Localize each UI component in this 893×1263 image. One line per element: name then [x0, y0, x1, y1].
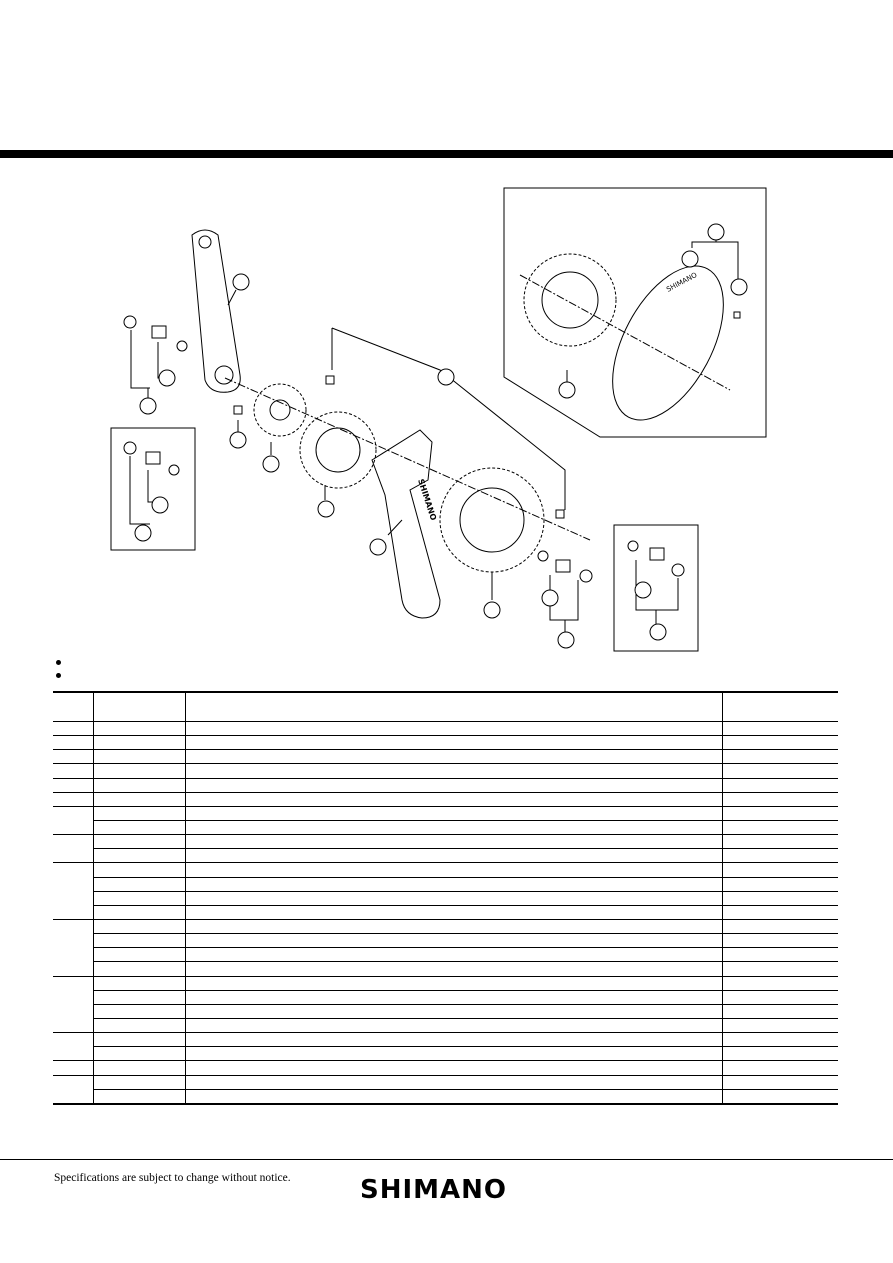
table-cell: [722, 1047, 838, 1061]
washer: [177, 341, 187, 351]
small-chainring: [254, 384, 306, 436]
table-cell: [53, 1033, 93, 1047]
table-cell: [722, 1075, 838, 1089]
parts-list-table: [53, 691, 838, 1105]
header-rule: [0, 150, 893, 158]
table-header-cell: [722, 692, 838, 722]
table-row: [53, 1004, 838, 1018]
table-cell: [93, 750, 185, 764]
table-cell: [93, 1033, 185, 1047]
table-cell: [722, 736, 838, 750]
table-row: [53, 736, 838, 750]
table-cell: [185, 1033, 722, 1047]
table-cell: [93, 891, 185, 905]
table-cell: [185, 1018, 722, 1032]
table-cell: [53, 919, 93, 933]
table-cell: [53, 1018, 93, 1032]
table-row: [53, 835, 838, 849]
table-cell: [53, 1004, 93, 1018]
table-row: [53, 1047, 838, 1061]
table-cell: [93, 1018, 185, 1032]
table-cell: [722, 877, 838, 891]
table-cell: [722, 934, 838, 948]
table-cell: [185, 736, 722, 750]
table-row: [53, 806, 838, 820]
table-cell: [185, 820, 722, 834]
table-cell: [53, 990, 93, 1004]
inset-chainring: [524, 254, 616, 346]
table-row: [53, 750, 838, 764]
table-cell: [93, 849, 185, 863]
table-cell: [53, 1061, 93, 1075]
table-row: [53, 1061, 838, 1075]
table-cell: [93, 722, 185, 736]
table-cell: [185, 849, 722, 863]
left-crank-spline: [215, 366, 233, 384]
table-cell: [93, 806, 185, 820]
table-row: [53, 863, 838, 877]
table-cell: [185, 891, 722, 905]
table-cell: [722, 863, 838, 877]
table-cell: [53, 835, 93, 849]
table-cell: [93, 736, 185, 750]
table-cell: [722, 792, 838, 806]
table-cell: [722, 976, 838, 990]
table-cell: [722, 1004, 838, 1018]
table-cell: [93, 934, 185, 948]
table-cell: [93, 1075, 185, 1089]
table-cell: [185, 877, 722, 891]
table-cell: [93, 835, 185, 849]
table-cell: [93, 764, 185, 778]
table-cell: [185, 1047, 722, 1061]
table-cell: [53, 877, 93, 891]
table-cell: [185, 778, 722, 792]
table-cell: [53, 891, 93, 905]
table-cell: [93, 919, 185, 933]
table-row: [53, 1033, 838, 1047]
table-cell: [53, 750, 93, 764]
table-cell: [93, 976, 185, 990]
crank-bolt: [152, 326, 166, 338]
table-cell: [53, 806, 93, 820]
table-cell: [53, 948, 93, 962]
chainguard-logo-text: SHIMANO: [665, 271, 699, 294]
table-cell: [722, 764, 838, 778]
table-cell: [93, 877, 185, 891]
table-cell: [185, 948, 722, 962]
table-cell: [185, 863, 722, 877]
table-cell: [185, 976, 722, 990]
table-cell: [185, 835, 722, 849]
table-cell: [93, 948, 185, 962]
table-row: [53, 764, 838, 778]
table-cell: [93, 1047, 185, 1061]
table-cell: [53, 778, 93, 792]
table-cell: [53, 962, 93, 976]
table-cell: [722, 905, 838, 919]
table-cell: [93, 962, 185, 976]
note-bullet: [56, 673, 61, 678]
table-cell: [185, 990, 722, 1004]
table-row: [53, 891, 838, 905]
table-cell: [93, 863, 185, 877]
table-cell: [722, 891, 838, 905]
table-cell: [722, 1089, 838, 1104]
footer-rule: [0, 1159, 893, 1160]
table-cell: [53, 976, 93, 990]
table-row: [53, 1089, 838, 1104]
table-cell: [185, 919, 722, 933]
table-row: [53, 792, 838, 806]
exploded-view-diagram: [0, 180, 893, 660]
table-cell: [53, 764, 93, 778]
table-cell: [722, 835, 838, 849]
large-chainring: [440, 468, 544, 572]
crank-bolt-cap: [124, 316, 136, 328]
table-row: [53, 919, 838, 933]
table-cell: [722, 1061, 838, 1075]
table-cell: [53, 1089, 93, 1104]
table-row: [53, 877, 838, 891]
table-row: [53, 820, 838, 834]
table-row: [53, 934, 838, 948]
inset-box-left: [111, 428, 195, 550]
notes-bullets: [56, 660, 61, 686]
table-cell: [53, 934, 93, 948]
table-row: [53, 990, 838, 1004]
chainring-bolt: [326, 376, 334, 384]
chain-guard: [590, 248, 747, 438]
table-cell: [53, 863, 93, 877]
table-cell: [93, 1061, 185, 1075]
crank-arm-logo-text: SHIMANO: [416, 477, 438, 522]
specifications-notice: Specifications are subject to change without notice.: [54, 1172, 291, 1184]
table-header-cell: [53, 692, 93, 722]
table-cell: [93, 792, 185, 806]
table-cell: [722, 849, 838, 863]
table-row: [53, 849, 838, 863]
table-cell: [722, 948, 838, 962]
table-cell: [722, 750, 838, 764]
table-row: [53, 1075, 838, 1089]
table-row: [53, 905, 838, 919]
table-cell: [53, 905, 93, 919]
table-cell: [185, 764, 722, 778]
table-cell: [53, 1047, 93, 1061]
table-cell: [722, 990, 838, 1004]
table-row: [53, 778, 838, 792]
table-cell: [185, 722, 722, 736]
middle-chainring: [300, 412, 376, 488]
table-cell: [185, 792, 722, 806]
table-cell: [722, 1018, 838, 1032]
table-cell: [53, 792, 93, 806]
table-cell: [185, 806, 722, 820]
table-row: [53, 948, 838, 962]
left-crank-pedal-eye: [199, 236, 211, 248]
exploded-view-svg: [0, 180, 893, 660]
table-cell: [722, 962, 838, 976]
table-row: [53, 976, 838, 990]
table-cell: [722, 1033, 838, 1047]
table-cell: [185, 905, 722, 919]
left-crank-arm: [192, 230, 240, 392]
table-cell: [93, 778, 185, 792]
table-cell: [185, 1004, 722, 1018]
table-header-row: [53, 692, 838, 722]
table-row: [53, 962, 838, 976]
table-cell: [722, 806, 838, 820]
table-cell: [93, 1089, 185, 1104]
shimano-logo: SHIMANO: [360, 1175, 508, 1205]
table-cell: [185, 962, 722, 976]
table-cell: [722, 820, 838, 834]
table-cell: [185, 1089, 722, 1104]
table-cell: [93, 905, 185, 919]
table-cell: [722, 778, 838, 792]
table-cell: [185, 934, 722, 948]
table-cell: [53, 1075, 93, 1089]
table-cell: [93, 820, 185, 834]
table-row: [53, 722, 838, 736]
table-header-cell: [185, 692, 722, 722]
table-cell: [185, 1061, 722, 1075]
table-cell: [93, 1004, 185, 1018]
table-cell: [185, 750, 722, 764]
table-header-cell: [93, 692, 185, 722]
table-cell: [53, 736, 93, 750]
table-cell: [53, 820, 93, 834]
table-cell: [722, 919, 838, 933]
table-cell: [53, 849, 93, 863]
table-cell: [93, 990, 185, 1004]
table-cell: [722, 722, 838, 736]
table-row: [53, 1018, 838, 1032]
table-cell: [53, 722, 93, 736]
note-bullet: [56, 660, 61, 665]
table-cell: [185, 1075, 722, 1089]
